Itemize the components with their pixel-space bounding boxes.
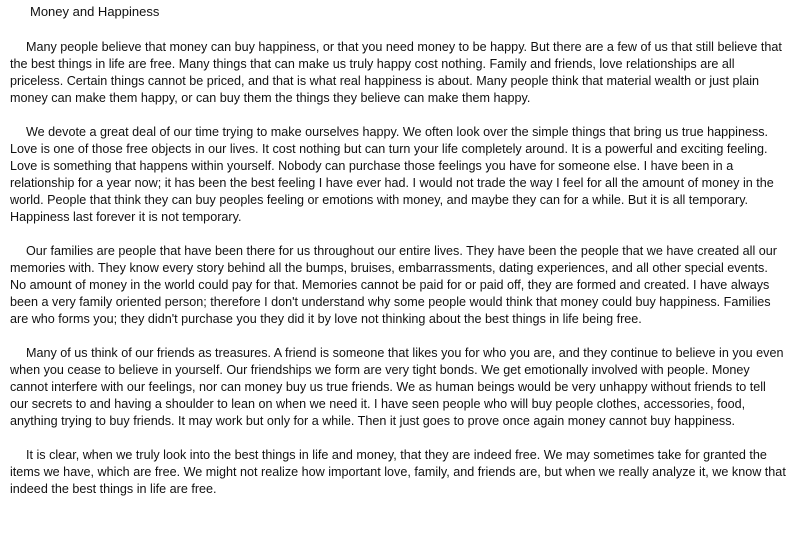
- paragraph-5: It is clear, when we truly look into the best things in life and money, that they are indeed free. We may sometimes take for granted the items we have, which are free. We might not realize how important love, family, and friends are, but when we really analyze it, we know that indeed the best things in life are free.: [10, 448, 786, 496]
- paragraph-2: We devote a great deal of our time trying to make ourselves happy. We often look over the simple things that bring us true happiness. Love is one of those free objects in our lives. It cost nothing but can turn your life completely around. It is a powerful and exciting feeling. Love is something that happens within yourself. Nobody can purchase those feelings you have for someone else. I have been in a relationship for a year now; it has been the best feeling I have ever had. I would not trade the way I feel for all the amount of money in the world. People that think they can buy peoples feeling or emotions with money, and maybe they can for a while. But it is all temporary. Happiness last forever it is not temporary.: [10, 125, 774, 224]
- paragraph-3: Our families are people that have been there for us throughout our entire lives. They have been the people that we have created all our memories with. They know every story behind all the bumps, bruises, embarrassments, dating experiences, and all other special events. No amount of money in the world could pay for that. Memories cannot be paid for or paid off, they are formed and created. I have always been a very family oriented person; therefore I don't understand why some people would think that money could buy happiness. Families are who forms you; they didn't purchase you they did it by love not thinking about the best things in life being free.: [10, 244, 777, 326]
- document-title: Money and Happiness: [30, 4, 160, 19]
- paragraph-1: Many people believe that money can buy happiness, or that you need money to be happy. But there are a few of us that still believe that the best things in life are free. Many things that can make us truly happy cost nothing. Family and friends, love relationships are all priceless. Certain things cannot be priced, and that is what real happiness is about. Many people think that material wealth or just plain money can make them happy, or can buy them the things they believe can make them happy.: [10, 40, 782, 105]
- paragraph-4: Many of us think of our friends as treasures. A friend is someone that likes you for who you are, and they continue to believe in you even when you cease to believe in yourself. Our friendships we form are very tight bonds. We get emotionally involved with people. Money cannot interfere with our feelings, nor can money buy us true friends. We as human beings would be very unhappy without friends to tell our secrets to and having a shoulder to lean on when we need it. I have seen people who will buy people clothes, accessories, food, anything trying to buy friends. It may work but only for a while. Then it just goes to prove once again money cannot buy happiness.: [10, 346, 784, 428]
- document-body: [10, 39, 786, 498]
